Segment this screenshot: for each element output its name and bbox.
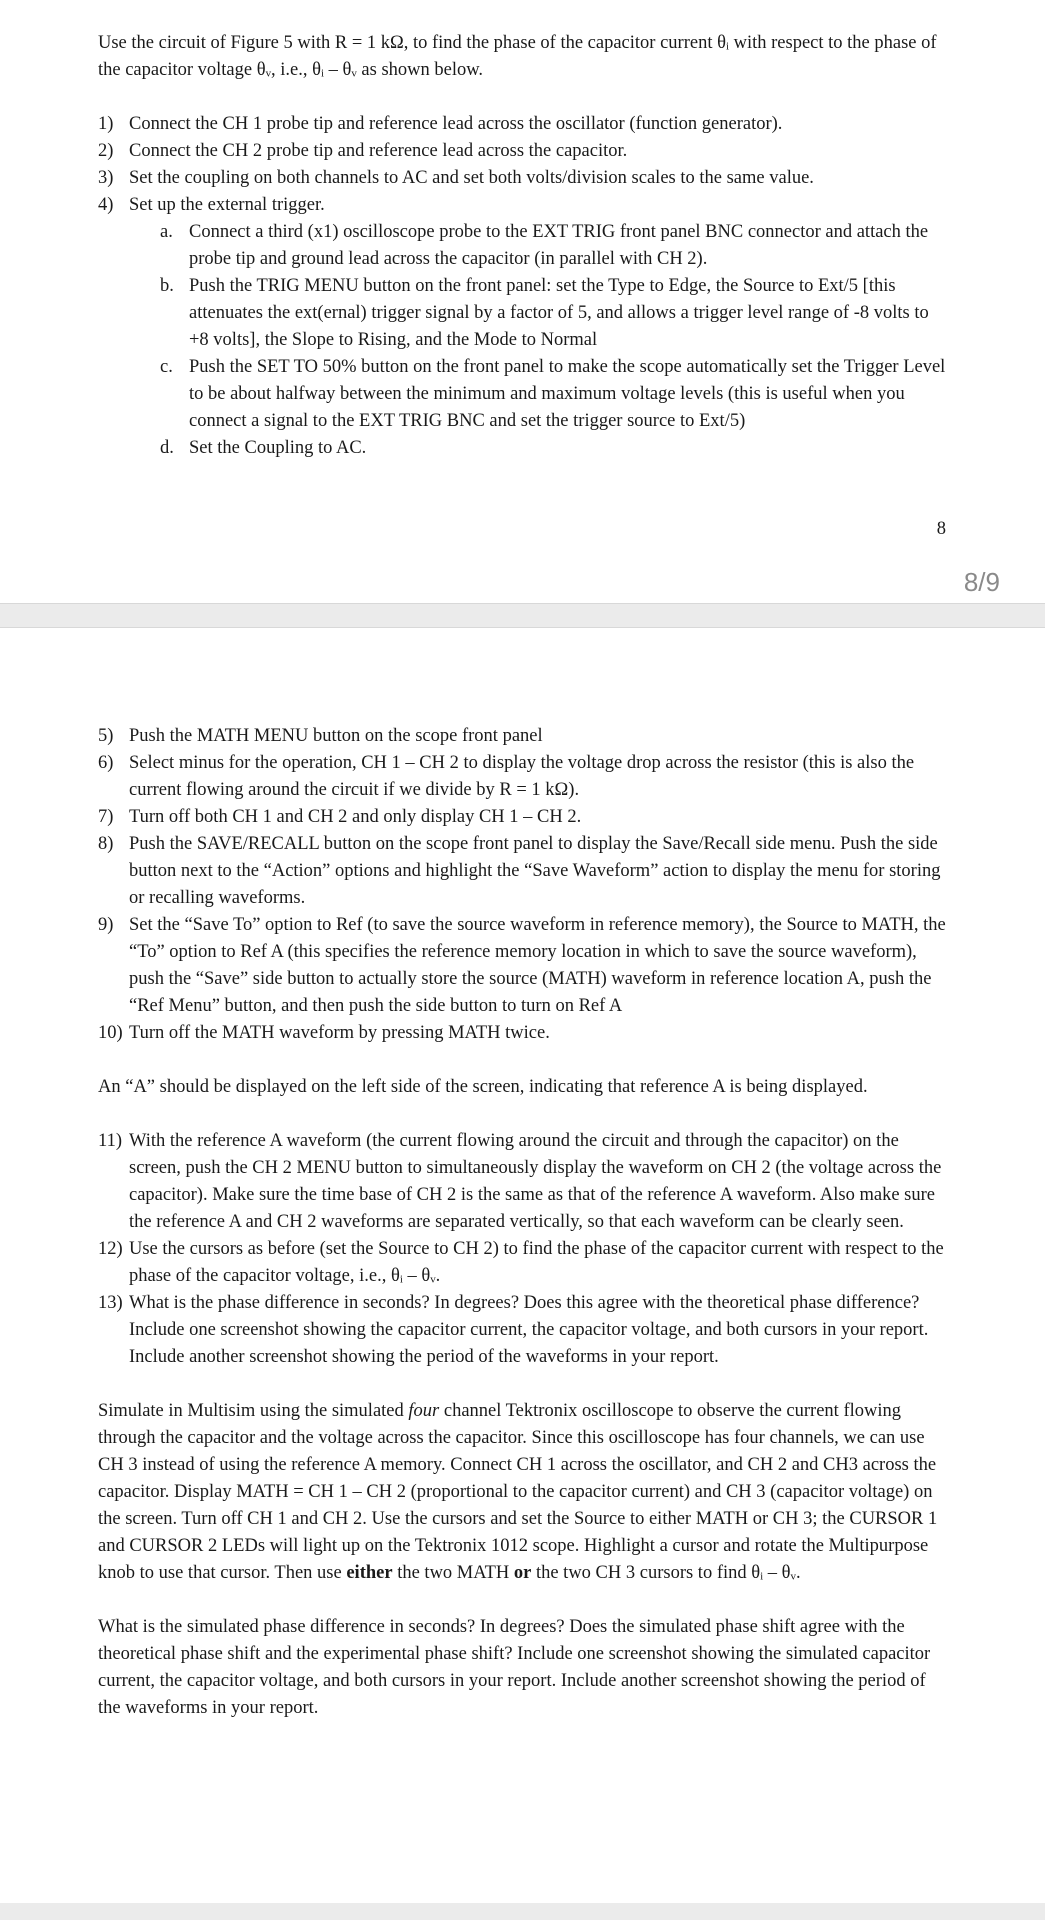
list-item [98,111,948,138]
list-text: Turn off the MATH waveform by pressing MATH twice. [129,1023,550,1043]
sim-text: the two MATH [397,1563,510,1583]
list-text: Push the MATH MENU button on the scope front panel [129,726,543,746]
list-text: Set the coupling on both channels to AC and set both volts/division scales to the same value. [129,168,814,188]
list-text: What is the phase difference in seconds? In degrees? Does this agree with the theoretical phase difference? Include one screenshot showing the capacitor current, the capacitor voltage, and both cursors in your report. Include another screenshot showing the period of the waveforms in your report. [129,1293,929,1367]
intro-paragraph: Use the circuit of Figure 5 with R = 1 kΩ, to find the phase of the capacitor current θᵢ with respect to the phase of the capacitor voltage θᵥ, i.e., θᵢ – θᵥ as shown below. [98,33,937,80]
steps-list-1 [98,111,948,219]
steps-list-2 [98,723,948,1047]
reference-note: An “A” should be displayed on the left side of the screen, indicating that reference A is being displayed. [98,1077,868,1097]
list-number: d. [160,438,174,458]
list-text: Set up the external trigger. [129,195,325,215]
page-number: 8 [936,519,946,539]
list-item [98,192,948,219]
sim-text: Simulate in Multisim using the simulated [98,1401,404,1421]
list-text: Turn off both CH 1 and CH 2 and only display CH 1 – CH 2. [129,807,582,827]
list-text: Connect the CH 1 probe tip and reference lead across the oscillator (function generator). [129,114,783,134]
page-9-content [98,723,948,1722]
list-text: Connect the CH 2 probe tip and reference lead across the capacitor. [129,141,628,161]
list-item [98,804,948,831]
list-number: c. [160,357,173,377]
list-text: Set the Coupling to AC. [189,438,367,458]
list-item [98,138,948,165]
list-item [98,912,948,1020]
page-gap [0,604,1045,627]
steps-list-3 [98,1128,948,1371]
page-indicator: 8/9 [963,567,1000,597]
list-number: 11) [98,1131,122,1151]
sim-text-italic: four [408,1401,440,1421]
list-item [98,1020,948,1047]
list-item [98,723,948,750]
list-number: 3) [98,168,114,188]
list-number: a. [160,222,173,242]
list-text: Use the cursors as before (set the Source to CH 2) to find the phase of the capacitor current with respect to the phase of the capacitor voltage, i.e., θᵢ – θᵥ. [129,1239,944,1286]
list-number: 2) [98,141,114,161]
list-number: 10) [98,1023,123,1043]
list-number: b. [160,276,174,296]
list-number: 4) [98,195,114,215]
list-number: 9) [98,915,114,935]
list-item [98,750,948,804]
list-text: Push the SAVE/RECALL button on the scope front panel to display the Save/Recall side menu. Push the side button next to the “Action” options and highlight the “Save Waveform” action to display the menu for storing or recalling waveforms. [129,834,941,908]
list-text: Push the SET TO 50% button on the front panel to make the scope automatically set the Trigger Level to be about halfway between the minimum and maximum voltage levels (this is useful when you connect a signal to the EXT TRIG BNC and set the trigger source to Ext/5) [189,357,946,431]
list-item [98,273,948,354]
list-item [98,435,948,462]
list-text: With the reference A waveform (the current flowing around the circuit and through the capacitor) on the screen, push the CH 2 MENU button to simultaneously display the waveform on CH 2 (the voltage across the capacitor). Make sure the time base of CH 2 is the same as that of the reference A waveform. Also make sure the reference A and CH 2 waveforms are separated vertically, so that each waveform can be clearly seen. [129,1131,942,1232]
sim-text: channel Tektronix oscilloscope to observe the current flowing through the capacitor and the voltage across the capacitor. Since this oscilloscope has four channels, we can use CH 3 instead of using the reference A memory. Connect CH 1 across the oscillator, and CH 2 and CH3 across the capacitor. Display MATH = CH 1 – CH 2 (proportional to the capacitor current) and CH 3 (capacitor voltage) on the screen. Turn off CH 1 and CH 2. Use the cursors and set the Source to either MATH or CH 3; the CURSOR 1 and CURSOR 2 LEDs will light up on the Tektronix 1012 scope. Highlight a cursor and rotate the Multipurpose knob to use that cursor. Then use [98,1401,938,1583]
sim-text-bold: or [513,1563,532,1583]
list-number: 6) [98,753,114,773]
list-number: 13) [98,1293,123,1313]
list-item [98,1236,948,1290]
document-page-8 [0,0,1045,604]
sim-text-bold: either [346,1563,393,1583]
list-text: Set the “Save To” option to Ref (to save the source waveform in reference memory), the Source to MATH, the “To” option to Ref A (this specifies the reference memory location in which to save the source waveform), push the “Save” side button to actually store the source (MATH) waveform in reference location A, push the “Ref Menu” button, and then push the side button to turn on Ref A [129,915,946,1016]
list-item [98,354,948,435]
list-number: 8) [98,834,114,854]
list-number: 12) [98,1239,123,1259]
list-text: Connect a third (x1) oscilloscope probe to the EXT TRIG front panel BNC connector and attach the probe tip and ground lead across the capacitor (in parallel with CH 2). [189,222,929,269]
list-text: Select minus for the operation, CH 1 – CH 2 to display the voltage drop across the resistor (this is also the current flowing around the circuit if we divide by R = 1 kΩ). [129,753,915,800]
list-number: 1) [98,114,114,134]
substeps-list [98,219,948,462]
sim-text: the two CH 3 cursors to find θᵢ – θᵥ. [535,1563,801,1583]
simulation-paragraph [98,1398,948,1587]
list-text: Push the TRIG MENU button on the front panel: set the Type to Edge, the Source to Ext/5 [this attenuates the ext(ernal) trigger signal by a factor of 5, and allows a trigger level range of -8 volts to +8 volts], the Slope to Rising, and the Mode to Normal [189,276,929,350]
list-number: 7) [98,807,114,827]
page-gap-bottom [0,1903,1045,1920]
list-item [98,831,948,912]
list-item [98,165,948,192]
list-item [98,1290,948,1371]
list-item [98,219,948,273]
list-item [98,1128,948,1236]
list-number: 5) [98,726,114,746]
page-8-content [98,30,948,462]
final-paragraph: What is the simulated phase difference in seconds? In degrees? Does the simulated phase shift agree with the theoretical phase shift and the experimental phase shift? Include one screenshot showing the simulated capacitor current, the capacitor voltage, and both cursors in your report. Include another screenshot showing the period of the waveforms in your report. [98,1617,931,1718]
